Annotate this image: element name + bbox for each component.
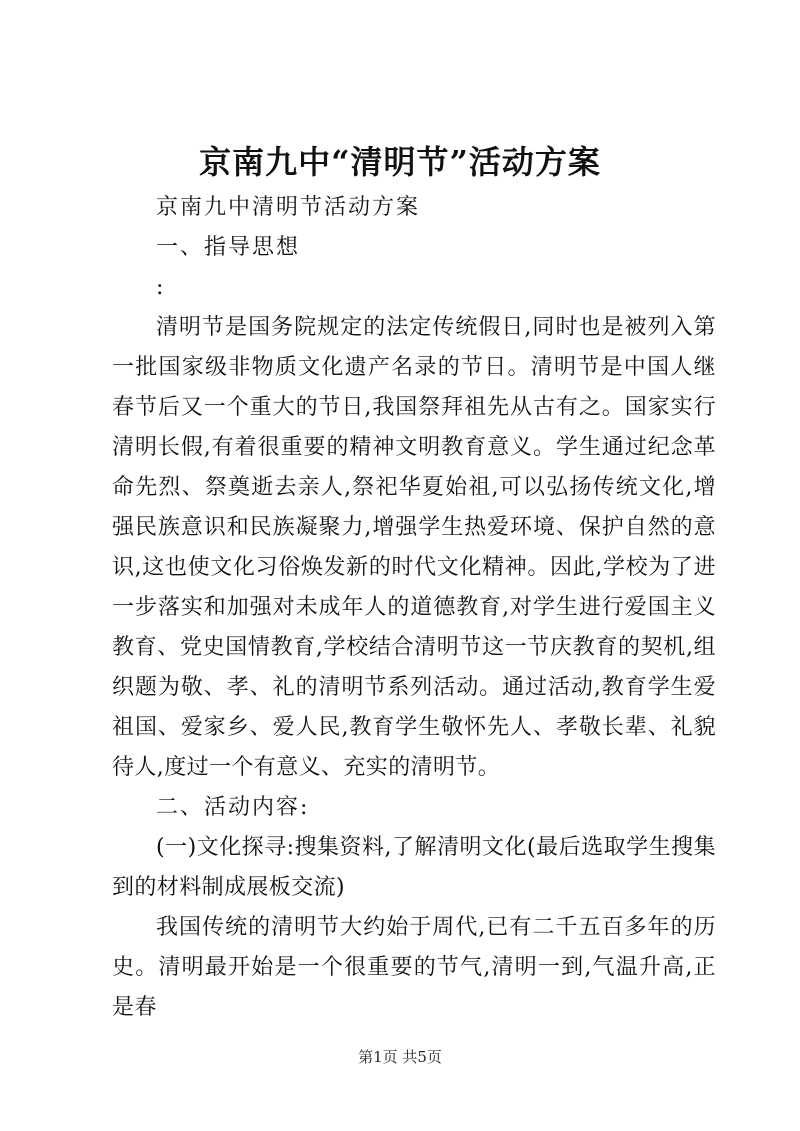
subsection-heading-culture-exploration: (一)文化探寻:搜集资料,了解清明文化(最后选取学生搜集到的材料制成展板交流) xyxy=(112,835,716,900)
doc-subtitle: 京南九中清明节活动方案 xyxy=(156,195,421,220)
section-heading-guiding-ideology: 一、指导思想 xyxy=(156,235,301,260)
document-title: 京南九中“清明节”活动方案 xyxy=(199,143,601,181)
page-number: 第1页 共5页 xyxy=(358,1048,442,1066)
colon-line: : xyxy=(156,275,164,300)
paragraph-history: 我国传统的清明节大约始于周代,已有二千五百多年的历史。清明最开始是一个很重要的节气,清明一到,气温升高,正是春 xyxy=(112,915,716,1020)
section-heading-activity-content: 二、活动内容: xyxy=(156,795,310,820)
document-body xyxy=(112,188,716,1028)
paragraph-guiding-ideology: 清明节是国务院规定的法定传统假日,同时也是被列入第一批国家级非物质文化遗产名录的节日。清明节是中国人继春节后又一个重大的节日,我国祭拜祖先从古有之。国家实行清明长假,有着很重要的精神文明教育意义。学生通过纪念革命先烈、祭奠逝去亲人,祭祀华夏始祖,可以弘扬传统文化,增强民族意识和民族凝聚力,增强学生热爱环境、保护自然的意识,这也使文化习俗焕发新的时代文化精神。因此,学校为了进一步落实和加强对未成年人的道德教育,对学生进行爱国主义教育、党史国情教育,学校结合清明节这一节庆教育的契机,组织题为敬、孝、礼的清明节系列活动。通过活动,教育学生爱祖国、爱家乡、爱人民,教育学生敬怀先人、孝敬长辈、礼貌待人,度过一个有意义、充实的清明节。 xyxy=(112,315,716,780)
